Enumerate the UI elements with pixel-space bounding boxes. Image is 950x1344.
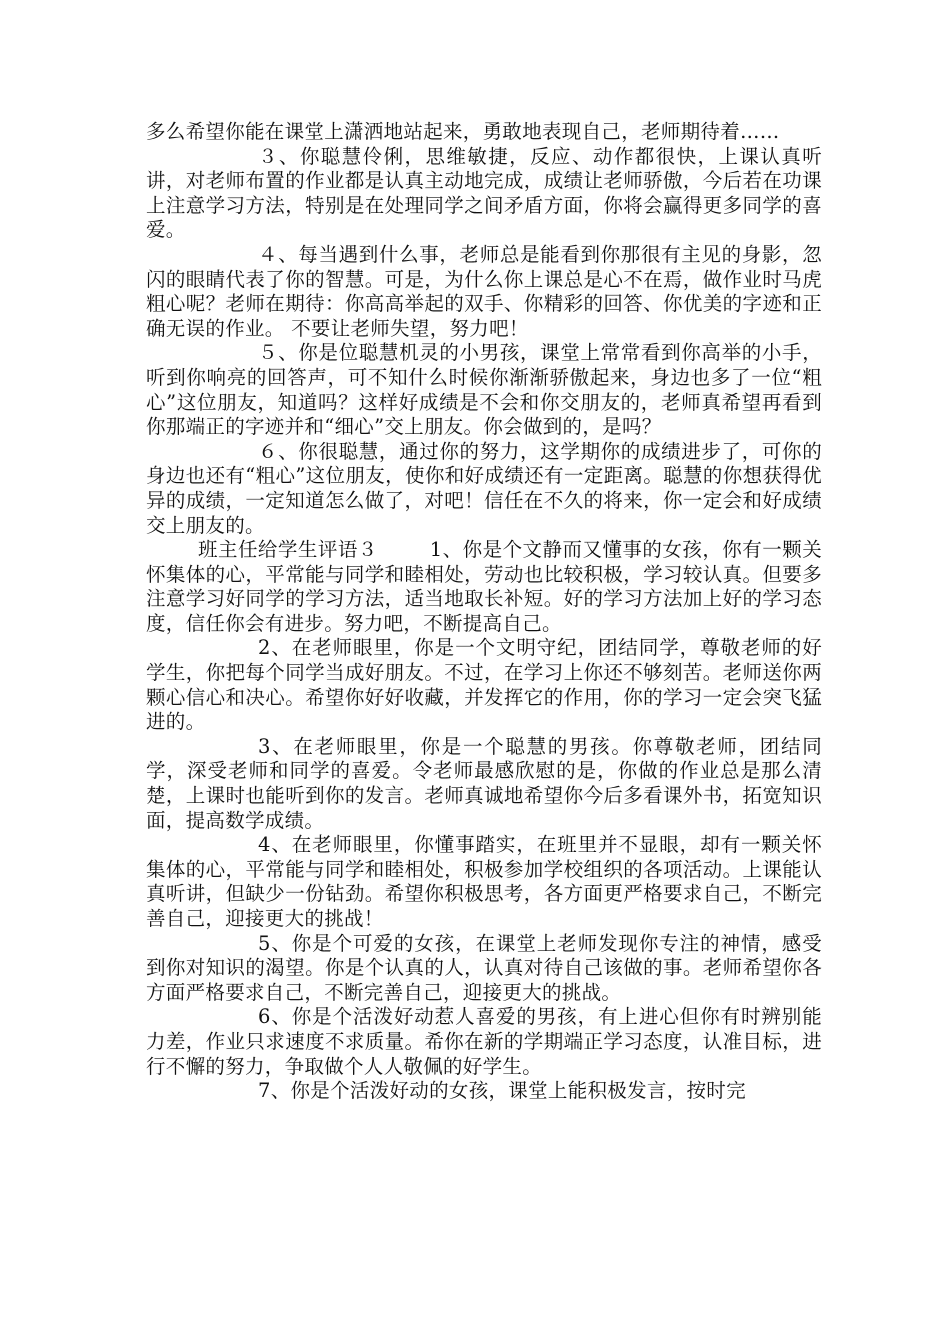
comment-paragraph-7b: 7、你是个活泼好动的女孩，课堂上能积极发言，按时完	[258, 1079, 746, 1103]
comment-paragraph-5: ５、你是位聪慧机灵的小男孩，课堂上常常看到你高举的小手，听到你响亮的回答声，可不知什么时候你渐渐骄傲起来，身边也多了一位“粗心”这位朋友，知道吗？这样好成绩是不会和你交朋友的，老师真希望再看到你那端正的字迹并和“细心”交上朋友。你会做到的，是吗？	[146, 341, 822, 439]
comment-paragraph-4: ４、每当遇到什么事，老师总是能看到你那很有主见的身影，忽闪的眼睛代表了你的智慧。可是，为什么你上课总是心不在焉，做作业时马虎粗心呢？老师在期待：你高高举起的双手、你精彩的回答、你优美的字迹和正确无误的作业。 不要让老师失望，努力吧！	[146, 242, 822, 340]
comment-paragraph-6: ６、你很聪慧，通过你的努力，这学期你的成绩进步了，可你的身边也还有“粗心”这位朋友，使你和好成绩还有一定距离。聪慧的你想获得优异的成绩，一定知道怎么做了，对吧！信任在不久的将来，你一定会和好成绩交上朋友的。	[146, 439, 822, 537]
comment-paragraph-3: ３、你聪慧伶俐，思维敏捷，反应、动作都很快，上课认真听讲，对老师布置的作业都是认真主动地完成，成绩让老师骄傲，今后若在功课上注意学习方法，特别是在处理同学之间矛盾方面，你将会赢得更多同学的喜爱。	[146, 144, 822, 242]
comment-paragraph-5b: 5、你是个可爱的女孩，在课堂上老师发现你专注的神情，感受到你对知识的渴望。你是个认真的人，认真对待自己该做的事。老师希望你各方面严格要求自己，不断完善自己，迎接更大的挑战。	[146, 931, 822, 1004]
comment-paragraph-4b: 4、在老师眼里，你懂事踏实，在班里并不显眼，却有一颗关怀集体的心，平常能与同学和睦相处，积极参加学校组织的各项活动。上课能认真听讲，但缺少一份钻劲。希望你积极思考，各方面更严格要求自己，不断完善自己，迎接更大的挑战！	[146, 833, 822, 930]
comment-paragraph-6b: 6、你是个活泼好动惹人喜爱的男孩，有上进心但你有时辨别能力差，作业只求速度不求质量。希你在新的学期端正学习态度，认准目标，进行不懈的努力，争取做个人人敬佩的好学生。	[146, 1005, 822, 1078]
document-page	[146, 120, 822, 1104]
comment-paragraph-1: 1、你是个文静而又懂事的女孩，你有一颗关怀集体的心，平常能与同学和睦相处，劳动也比较积极，学习较认真。但要多注意学习好同学的学习方法，适当地取长补短。好的学习方法加上好的学习态度，信任你会有进步。努力吧，不断提高自己。	[146, 538, 822, 635]
comment-paragraph-3b: 3、在老师眼里，你是一个聪慧的男孩。你尊敬老师，团结同学，深受老师和同学的喜爱。令老师最感欣慰的是，你做的作业总是那么清楚，上课时也能听到你的发言。老师真诚地希望你今后多看课外书，拓宽知识面，提高数学成绩。	[146, 734, 822, 832]
paragraph-continued: 多么希望你能在课堂上潇洒地站起来，勇敢地表现自己，老师期待着……	[146, 120, 780, 143]
section-heading-paragraph	[146, 538, 822, 636]
section-heading: 班主任给学生评语３	[198, 538, 378, 562]
comment-paragraph-2: 2、在老师眼里，你是一个文明守纪，团结同学，尊敬老师的好学生，你把每个同学当成好朋友。不过，在学习上你还不够刻苦。老师送你两颗心信心和决心。希望你好好收藏，并发挥它的作用，你的学习一定会突飞猛进的。	[146, 636, 822, 734]
